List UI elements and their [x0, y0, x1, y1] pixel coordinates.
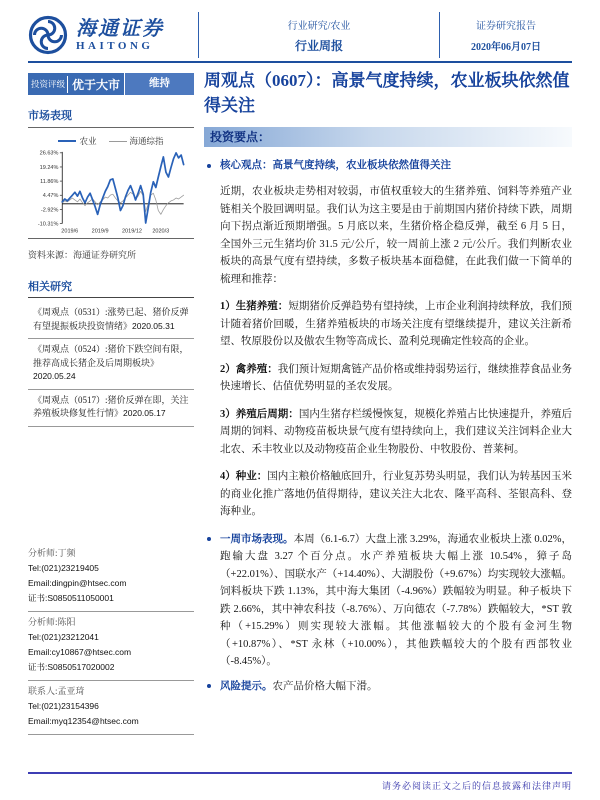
related-item-date: 2020.05.17 [123, 408, 166, 418]
bullet-dot-icon [207, 164, 211, 168]
svg-text:-10.31%: -10.31% [37, 221, 59, 228]
bullet-dot-icon [207, 684, 211, 688]
point-label: 3）养殖后周期： [220, 408, 299, 420]
svg-text:2019/12: 2019/12 [121, 228, 142, 235]
related-research-item [28, 390, 194, 427]
point-text: 我们预计短期禽链产品价格或维持弱势运行，继续推荐食品业务快速增长、估值优势明显的圣农发展。 [220, 363, 573, 392]
risk-label: 风险提示。 [220, 680, 273, 692]
weekly-market-label: 一周市场表现。 [220, 533, 294, 545]
legend-item-index [109, 135, 164, 147]
chart-source: 资料来源：海通证券研究所 [28, 250, 137, 260]
risk-paragraph [220, 678, 572, 696]
point-text: 短期猪价反弹趋势有望持续，上市企业利润持续释放，我们预计随着猪价回暖，生猪养殖板块的市场关注度有望继续提升，建议关注新希望、牧原股份以及傲农生物等高成长、盈利兑现确定性较高的企业。 [220, 301, 573, 347]
core-view-heading: 核心观点：高景气度持续，农业板块依然值得关注 [220, 160, 451, 171]
industry-category: 行业研究/农业 [287, 20, 351, 32]
analyst-name: 分析师:陈阳 [28, 616, 76, 627]
weekly-market-text: 本周（6.1-6.7）大盘上涨 3.29%，海通农业板块上涨 0.02%，跑输大盘 3.27 个百分点。水产养殖板块大幅上涨 10.54%，獐子岛（+22.01%）、国联水产（+14.40%）、大湖股份（+9.67%）均实现较大涨幅。饲料板块下跌 1.13%，其中海大集团（-4.96%）跌幅较为明显。种子板块下跌 2.66%，其中神农科技（-8.76%）、万向德农（-7.78%）跌幅较大，*ST 敦种（+15.29%）则实现较大涨幅。其他涨幅较大的个股有金河生物（+10.87%）、*ST 永林（+10.00%），其他跌幅较大的个股有西部牧业（-8.45%）。 [220, 533, 572, 667]
logo-english-name: HAITONG [76, 40, 154, 52]
report-type: 行业周报 [294, 38, 343, 53]
related-research-item [28, 302, 194, 339]
market-performance-chart [28, 127, 194, 239]
contact-name: 联系人:孟亚琦 [28, 685, 85, 696]
logo-chinese-name: 海通证券 [76, 18, 164, 40]
footer-rule [28, 772, 572, 774]
analyst-email: Email:cy10867@htsec.com [28, 646, 132, 657]
svg-text:19.24%: 19.24% [39, 164, 59, 171]
rating-value: 优于大市 [67, 76, 124, 93]
related-item-title: 《周观点（0524）:猪价下跌空间有限，推荐高成长猪企及后周期板块》 [33, 344, 189, 368]
risk-bullet [204, 678, 572, 696]
analyst-tel: Tel:(021)23219405 [28, 562, 99, 573]
svg-text:11.86%: 11.86% [40, 179, 59, 186]
index-line-swatch [109, 141, 127, 142]
rating-label: 投资评级 [31, 79, 66, 89]
logo-text [76, 18, 164, 52]
analyst-contacts [28, 543, 194, 735]
point-label: 2）禽养殖： [220, 363, 278, 375]
main-content [204, 68, 572, 702]
highlights-band [204, 127, 572, 147]
weekly-market-paragraph [220, 531, 572, 671]
rating-status: 维持 [124, 73, 194, 95]
report-title: 周观点（0607）：高景气度持续，农业板块依然值得关注 [204, 71, 570, 115]
report-label: 证券研究报告 [476, 21, 536, 32]
chart-legend [28, 135, 194, 147]
haitong-logo-icon [28, 15, 68, 55]
related-item-title: 《周观点（0517）:猪价反弹在即，关注养殖板块修复性行情》 [33, 394, 189, 418]
point-seed [220, 468, 572, 521]
analyst-name: 分析师:丁频 [28, 547, 76, 558]
header-right [440, 10, 572, 60]
point-label: 4）种业： [220, 471, 268, 482]
related-research-heading: 相关研究 [28, 278, 194, 298]
svg-text:2019/9: 2019/9 [91, 228, 109, 235]
market-chart-svg [28, 149, 194, 235]
analyst-cert: 证书:S0850517020002 [28, 661, 115, 672]
footer-disclaimer: 请务必阅读正文之后的信息披露和法律声明 [381, 781, 572, 791]
point-poultry [220, 361, 572, 396]
point-text: 国内主粮价格触底回升，行业复苏势头明显，我们认为转基因玉米的商业化推广落地仍值得期待，建议关注大北农、隆平高科、荃银高科、登海种业。 [220, 471, 573, 517]
contact-block [28, 681, 194, 735]
highlights-label: 投资要点： [210, 130, 271, 144]
point-pig-farming [220, 298, 572, 351]
related-item-date: 2020.05.31 [132, 320, 175, 331]
report-body [204, 158, 572, 695]
report-date: 2020年06月07日 [471, 42, 541, 53]
point-text: 国内生猪存栏缓慢恢复，规模化养殖占比快速提升，养殖后周期的饲料、动物疫苗板块景气度有望持续向上，我们建议关注饲料企业大北农、禾丰牧业以及动物疫苗企业生物股份、中牧股份、普莱柯。 [220, 408, 573, 455]
analyst-block [28, 543, 194, 612]
header-center [199, 10, 439, 60]
contact-email: Email:myq12354@htsec.com [28, 715, 139, 726]
investment-rating-box [28, 73, 194, 95]
legend-item-agriculture [58, 135, 96, 147]
analyst-cert: 证书:S0850511050001 [28, 592, 114, 603]
point-label: 1）生猪养殖： [220, 301, 289, 312]
contact-tel: Tel:(021)23154396 [28, 700, 99, 711]
related-item-date: 2020.05.24 [33, 371, 76, 381]
related-research-item [28, 339, 194, 390]
bullet-dot-icon [207, 537, 211, 541]
svg-text:2020/3: 2020/3 [152, 228, 170, 235]
svg-text:4.47%: 4.47% [42, 193, 59, 200]
sidebar [28, 73, 194, 735]
legend-agriculture-label: 农业 [79, 136, 97, 146]
intro-paragraph: 近期，农业板块走势相对较弱，市值权重较大的生猪养殖、饲料等养殖产业链相关个股回调明显。我们认为这主要是由于前期国内猪价持续下跌，周期向下拐点渐近预期增强。5 月底以来，生猪价格企稳反弹，截至 6 月 5 日，全国外三元生猪均价 31.5 元/公斤，较一周前上涨 2 元/公斤。我们判断农业板块的高景气度有望持续，多数子板块基本面稳健，在此我们做一下简单的梳理和推荐： [220, 186, 572, 285]
weekly-market-bullet [204, 531, 572, 671]
market-performance-heading: 市场表现 [28, 110, 72, 122]
related-research-list [28, 302, 194, 427]
report-header [28, 10, 572, 60]
analyst-tel: Tel:(021)23212041 [28, 631, 99, 642]
core-view-bullet [204, 158, 572, 173]
haitong-logo [28, 10, 198, 60]
analyst-email: Email:dingpin@htsec.com [28, 577, 127, 588]
agriculture-line-swatch [58, 140, 76, 142]
svg-text:2019/6: 2019/6 [61, 228, 79, 235]
point-post-cycle [220, 406, 572, 459]
related-item-title: 《周观点（0531）:涨势已起、猪价反弹有望提振板块投资情绪》 [33, 307, 189, 331]
header-rule [28, 61, 572, 63]
legend-index-label: 海通综指 [129, 136, 164, 146]
analyst-block [28, 612, 194, 681]
svg-text:-2.92%: -2.92% [40, 207, 59, 214]
risk-text: 农产品价格大幅下滑。 [272, 680, 378, 692]
svg-text:26.63%: 26.63% [39, 150, 59, 157]
